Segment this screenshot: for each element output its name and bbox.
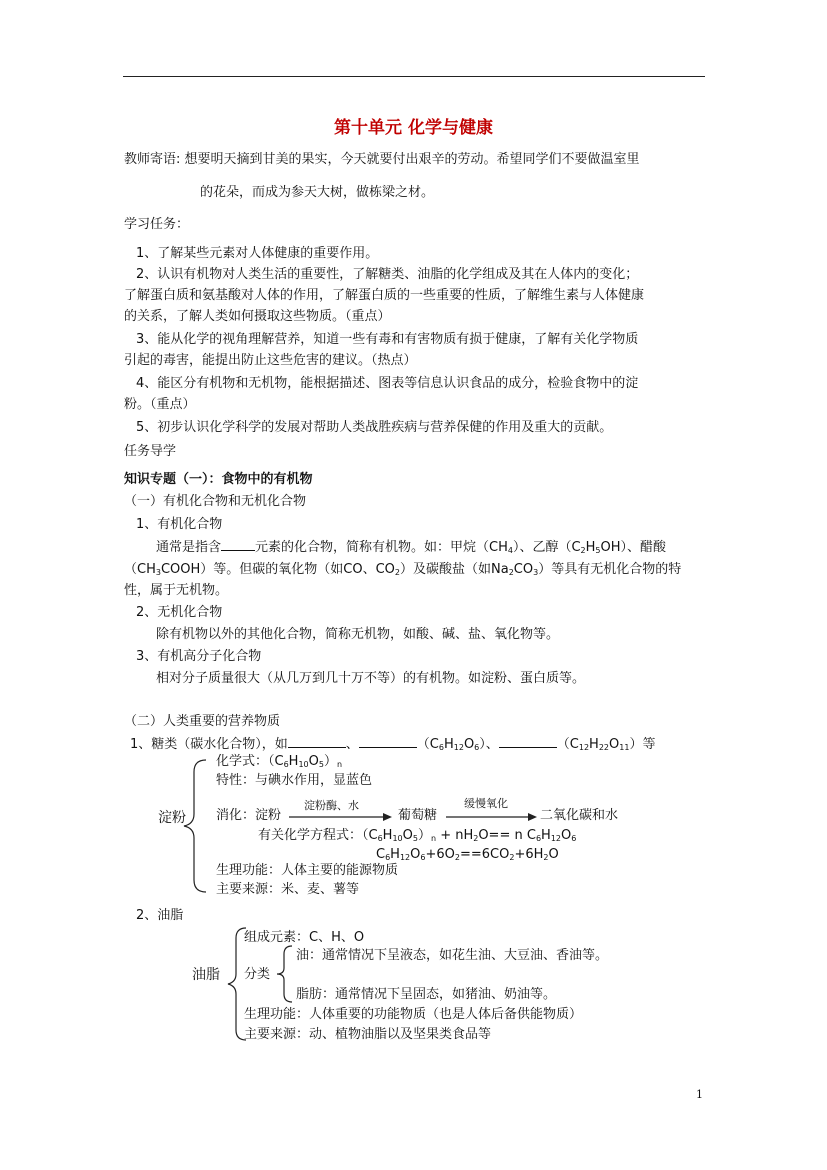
fat-classify: 分类: [244, 967, 271, 982]
subsection-heading: 1、有机化合物: [136, 517, 223, 532]
teacher-message-line2: 的花朵，而成为参天大树，做栋梁之材。: [200, 185, 435, 200]
section-heading: （一）有机化合物和无机化合物: [124, 494, 307, 509]
organic-definition-line3: 性，属于无机物。: [124, 583, 229, 598]
glucose-label: 葡萄糖: [398, 808, 438, 823]
fat-source: 主要来源：动、植物油脂以及坚果类食品等: [244, 1027, 492, 1042]
equation-1: 有关化学方程式：$(C_6H_{10}O_5)_n + nH_2O== n$ $C_6H_{12}O_6$: [258, 828, 577, 843]
fat-solid: 脂肪：通常情况下呈固态，如猪油、奶油等。: [296, 987, 557, 1002]
product-label: 二氧化碳和水: [540, 808, 619, 823]
polymer-definition: 相对分子质量很大（从几万到几十万不等）的有机物。如淀粉、蛋白质等。: [156, 671, 586, 686]
fat-oil: 油：通常情况下呈液态，如花生油、大豆油、香油等。: [296, 948, 609, 963]
fill-blank[interactable]: [499, 734, 557, 748]
task-item: 5、初步认识化学科学的发展对帮助人类战胜疾病与营养保健的作用及重大的贡献。: [136, 420, 613, 435]
guide-heading: 任务导学: [124, 444, 177, 459]
task-item: 的关系，了解人类如何摄取这些物质。（重点）: [124, 309, 391, 324]
starch-formula: 化学式：$(C_6H_{10}O_5)_n$: [216, 754, 343, 769]
inorganic-definition: 除有机物以外的其他化合物，简称无机物，如酸、碱、盐、氧化物等。: [156, 627, 560, 642]
task-item: 1、了解某些元素对人体健康的重要作用。: [136, 246, 379, 261]
fill-blank[interactable]: [359, 734, 417, 748]
sugar-line: 1、糖类（碳水化合物），如 、 $(C_6H_{12}O_6)$、 $(C_{12}H_{22}O_{11})$等: [130, 734, 655, 758]
starch-property: 特性：与碘水作用，显蓝色: [216, 773, 373, 788]
starch-source: 主要来源：米、麦、薯等: [216, 882, 360, 897]
task-item: 引起的毒害，能提出防止这些危害的建议。（热点）: [124, 353, 417, 368]
subsection-heading: 2、油脂: [136, 908, 184, 923]
organic-definition-line2: $(CH_3COOH)$等。但碳的氧化物（如CO、$CO_2$）及碳酸盐（如$Na_2CO_3$）等具有无机化合物的特: [124, 562, 682, 577]
teacher-message-line1: 教师寄语: 想要明天摘到甘美的果实，今天就要付出艰辛的劳动。希望同学们不要做温室里: [124, 152, 640, 167]
topic-heading: 知识专题（一）：食物中的有机物: [124, 472, 313, 487]
header-rule: [123, 76, 705, 77]
fill-blank[interactable]: [221, 537, 255, 551]
arrow-label-oxidation: 缓慢氧化: [464, 797, 508, 810]
fat-label: 油脂: [192, 967, 220, 983]
subsection-heading: 2、无机化合物: [136, 605, 223, 620]
starch-function: 生理功能：人体主要的能源物质: [216, 863, 399, 878]
fat-function: 生理功能：人体重要的功能物质（也是人体后备供能物质）: [244, 1007, 583, 1022]
task-item: 4、能区分有机物和无机物，能根据描述、图表等信息认识食品的成分，检验食物中的淀: [136, 376, 639, 391]
task-item: 2、认识有机物对人类生活的重要性，了解糖类、油脂的化学组成及其在人体内的变化；: [136, 267, 639, 282]
starch-digestion: 消化：淀粉: [216, 808, 282, 823]
equation-2: $C_6H_{12}O_6+6O_2==6CO_2+6H_2O$: [376, 847, 559, 862]
tasks-heading: 学习任务：: [124, 217, 190, 232]
classify-brace: [274, 944, 294, 1004]
task-item: 3、能从化学的视角理解营养，知道一些有毒和有害物质有损于健康，了解有关化学物质: [136, 332, 639, 347]
fill-blank[interactable]: [288, 734, 346, 748]
page-title: 第十单元 化学与健康: [334, 118, 493, 138]
task-item: 了解蛋白质和氨基酸对人体的作用，了解蛋白质的一些重要的性质，了解维生素与人体健康: [124, 288, 645, 303]
page-number: 1: [696, 1088, 703, 1101]
arrow-label-enzyme: 淀粉酶、水: [304, 799, 359, 812]
arrow-icon: [446, 812, 538, 822]
starch-label: 淀粉: [158, 810, 186, 826]
subsection-heading: 3、有机高分子化合物: [136, 649, 262, 664]
section-heading: （二）人类重要的营养物质: [124, 714, 281, 729]
arrow-icon: [289, 812, 393, 822]
fat-elements: 组成元素：C、H、O: [244, 930, 365, 945]
organic-definition-line1: 通常是指含 元素的化合物，简称有机物。如：甲烷$(CH_4)$、乙醇$(C_2H_5OH)$、醋酸: [156, 537, 666, 561]
task-item: 粉。（重点）: [124, 397, 196, 412]
